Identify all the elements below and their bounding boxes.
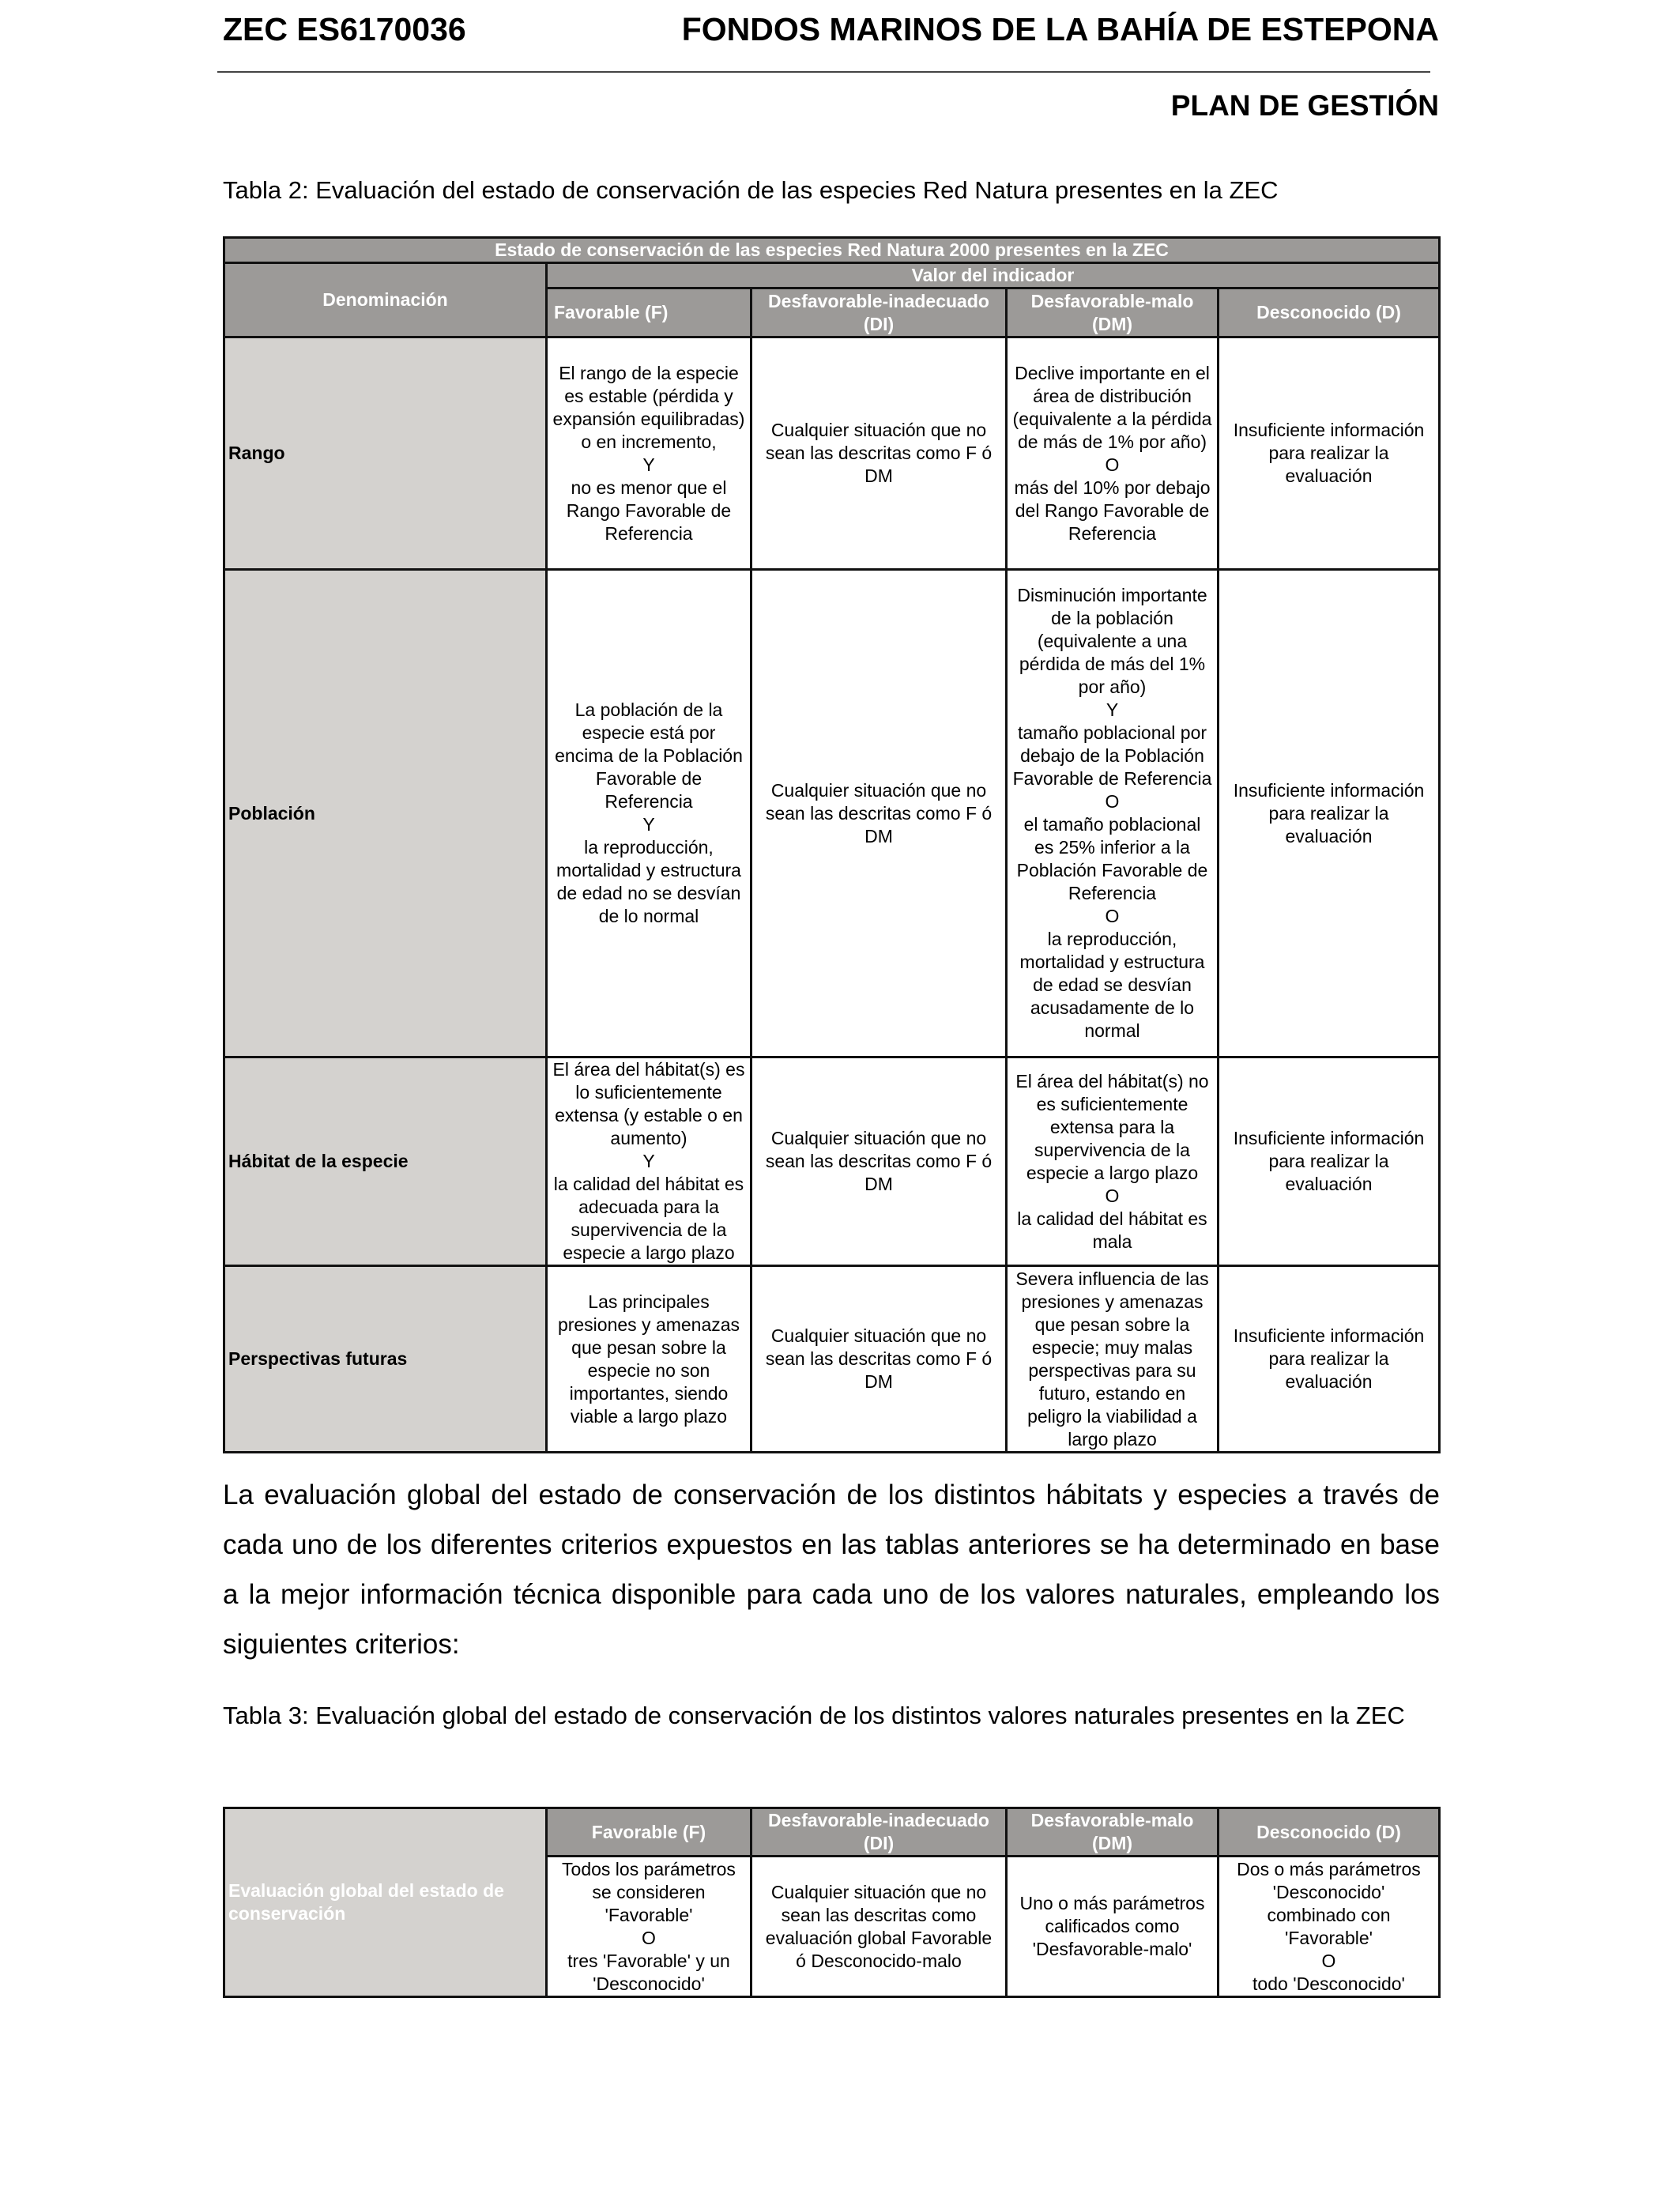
document-type: PLAN DE GESTIÓN [1170, 89, 1439, 122]
table-row [224, 570, 1440, 1057]
table3-caption: Tabla 3: Evaluación global del estado de conservación de los distintos valores naturales presentes en la ZEC [223, 1702, 1405, 1729]
cell-poblacion-desfavorable-inadecuado: Cualquier situación que no sean las descritas como F ó DM [751, 570, 1007, 1057]
t3-col-header-desfavorable-inadecuado: Desfavorable-inadecuado (DI) [751, 1808, 1007, 1857]
t3-col-header-favorable: Favorable (F) [547, 1808, 751, 1857]
table-row [224, 1057, 1440, 1266]
cell-rango-favorable: El rango de la especie es estable (pérdida y expansión equilibradas) o en incremento, Y no es menor que el Rango Favorable de Referencia [547, 337, 751, 570]
table2-caption: Tabla 2: Evaluación del estado de conservación de las especies Red Natura presentes en la ZEC [223, 176, 1279, 204]
valor-indicador-header: Valor del indicador [547, 263, 1440, 288]
table2 [223, 236, 1441, 1453]
cell-perspectivas-desconocido: Insuficiente información para realizar la evaluación [1219, 1266, 1440, 1453]
cell-rango-desfavorable-inadecuado: Cualquier situación que no sean las descritas como F ó DM [751, 337, 1007, 570]
cell-rango-desconocido: Insuficiente información para realizar la evaluación [1219, 337, 1440, 570]
table2-indicator-row [224, 263, 1440, 288]
cell-perspectivas-desfavorable-malo: Severa influencia de las presiones y amenazas que pesan sobre la especie; muy malas perspectivas para su futuro, estando en peligro la viabilidad a largo plazo [1007, 1266, 1219, 1453]
table2-title: Estado de conservación de las especies Red Natura 2000 presentes en la ZEC [224, 238, 1440, 263]
table-row [224, 1266, 1440, 1453]
t3-cell-desconocido: Dos o más parámetros 'Desconocido' combinado con 'Favorable' O todo 'Desconocido' [1219, 1857, 1440, 1997]
t3-cell-desfavorable-malo: Uno o más parámetros calificados como 'Desfavorable-malo' [1007, 1857, 1219, 1997]
cell-poblacion-desfavorable-malo: Disminución importante de la población (equivalente a una pérdida de más del 1% por año) Y tamaño poblacional por debajo de la Población Favorable de Referencia O el tamaño poblacional es 25% inferior a la Población Favorable de Referencia O la reproducción, mortalidad y estructura de edad se desvían acusadamente de lo normal [1007, 570, 1219, 1057]
table2-title-row [224, 238, 1440, 263]
cell-rango-desfavorable-malo: Declive importante en el área de distribución (equivalente a la pérdida de más de 1% por año) O más del 10% por debajo del Rango Favorable de Referencia [1007, 337, 1219, 570]
t3-col-header-desfavorable-malo: Desfavorable-malo (DM) [1007, 1808, 1219, 1857]
col-header-desconocido: Desconocido (D) [1219, 288, 1440, 337]
t3-cell-favorable: Todos los parámetros se consideren 'Favorable' O tres 'Favorable' y un 'Desconocido' [547, 1857, 751, 1997]
site-name: FONDOS MARINOS DE LA BAHÍA DE ESTEPONA [681, 11, 1439, 47]
t3-cell-desfavorable-inadecuado: Cualquier situación que no sean las descritas como evaluación global Favorable ó Desconocido-malo [751, 1857, 1007, 1997]
cell-habitat-favorable: El área del hábitat(s) es lo suficientemente extensa (y estable o en aumento) Y la calidad del hábitat es adecuada para la supervivencia de la especie a largo plazo [547, 1057, 751, 1266]
site-code: ZEC ES6170036 [223, 11, 466, 47]
row-label-evaluacion-global: Evaluación global del estado de conservación [224, 1808, 547, 1997]
col-header-favorable: Favorable (F) [547, 288, 751, 337]
row-label-perspectivas: Perspectivas futuras [224, 1266, 547, 1453]
cell-poblacion-desconocido: Insuficiente información para realizar la evaluación [1219, 570, 1440, 1057]
body-paragraph: La evaluación global del estado de conservación de los distintos hábitats y especies a través de cada uno de los diferentes criterios expuestos en las tablas anteriores se ha determinado en base a la mejor información técnica disponible para cada uno de los valores naturales, empleando los siguientes criterios: [223, 1480, 1440, 1660]
t3-col-header-desconocido: Desconocido (D) [1219, 1808, 1440, 1857]
col-header-desfavorable-inadecuado: Desfavorable-inadecuado (DI) [751, 288, 1007, 337]
cell-perspectivas-favorable: Las principales presiones y amenazas que pesan sobre la especie no son importantes, siendo viable a largo plazo [547, 1266, 751, 1453]
row-label-rango: Rango [224, 337, 547, 570]
col-header-desfavorable-malo: Desfavorable-malo (DM) [1007, 288, 1219, 337]
cell-habitat-desfavorable-inadecuado: Cualquier situación que no sean las descritas como F ó DM [751, 1057, 1007, 1266]
cell-habitat-desconocido: Insuficiente información para realizar la evaluación [1219, 1057, 1440, 1266]
header-divider [217, 71, 1430, 73]
row-label-habitat: Hábitat de la especie [224, 1057, 547, 1266]
denominacion-header: Denominación [224, 263, 547, 337]
table-row [224, 337, 1440, 570]
row-label-poblacion: Población [224, 570, 547, 1057]
table3-columns-row [224, 1808, 1440, 1857]
table3 [223, 1807, 1441, 1998]
cell-perspectivas-desfavorable-inadecuado: Cualquier situación que no sean las descritas como F ó DM [751, 1266, 1007, 1453]
cell-habitat-desfavorable-malo: El área del hábitat(s) no es suficientemente extensa para la supervivencia de la especie a largo plazo O la calidad del hábitat es mala [1007, 1057, 1219, 1266]
cell-poblacion-favorable: La población de la especie está por encima de la Población Favorable de Referencia Y la reproducción, mortalidad y estructura de edad no se desvían de lo normal [547, 570, 751, 1057]
